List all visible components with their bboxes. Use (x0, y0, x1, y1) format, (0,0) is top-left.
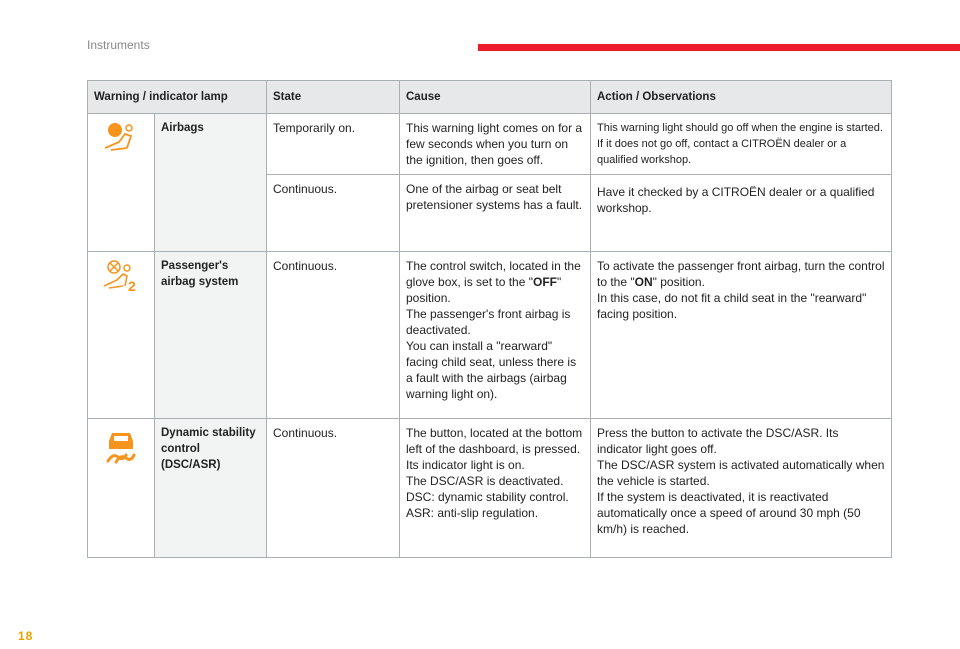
cause: This warning light comes on for a few seconds when you turn on the ignition, then goes off. (400, 114, 591, 175)
action: This warning light should go off when the engine is started. If it does not go off, contact a CITROËN dealer or a qualified workshop. (591, 114, 892, 175)
section-title: Instruments (87, 38, 150, 52)
action: To activate the passenger front airbag, turn the control to the "ON" position. In this case, do not fit a child seat in the "rearward" facing position. (591, 252, 892, 419)
action: Have it checked by a CITROËN dealer or a qualified workshop. (591, 175, 892, 252)
lamp-name: Dynamic stability control (DSC/ASR) (155, 419, 267, 558)
table-row (88, 114, 892, 175)
state: Continuous. (267, 175, 400, 252)
warning-lamp-table (87, 80, 892, 558)
dsc-asr-icon (88, 419, 155, 558)
page-number: 18 (18, 629, 34, 643)
svg-text:2: 2 (128, 278, 136, 292)
state: Continuous. (267, 419, 400, 558)
col-state: State (267, 81, 400, 114)
table-row (88, 252, 892, 419)
airbag-icon (88, 114, 155, 252)
header-bar (478, 44, 960, 51)
col-cause: Cause (400, 81, 591, 114)
state: Temporarily on. (267, 114, 400, 175)
col-action: Action / Observations (591, 81, 892, 114)
table-header (88, 81, 892, 114)
passenger-airbag-off-icon (88, 252, 155, 419)
state: Continuous. (267, 252, 400, 419)
action: Press the button to activate the DSC/ASR. Its indicator light goes off. The DSC/ASR system is activated automatically when the vehicle is started. If the system is deactivated, it is reactivated automatically once a speed of around 30 mph (50 km/h) is reached. (591, 419, 892, 558)
lamp-name: Airbags (155, 114, 267, 252)
cause: The button, located at the bottom left of the dashboard, is pressed. Its indicator light is on. The DSC/ASR is deactivated. DSC: dynamic stability control. ASR: anti-slip regulation. (400, 419, 591, 558)
lamp-name: Passenger's airbag system (155, 252, 267, 419)
table-row (88, 419, 892, 558)
cause: One of the airbag or seat belt pretensioner systems has a fault. (400, 175, 591, 252)
cause: The control switch, located in the glove box, is set to the "OFF" position. The passenger's front airbag is deactivated. You can install a "rearward" facing child seat, unless there is a fault with the airbags (airbag warning light on). (400, 252, 591, 419)
col-lamp: Warning / indicator lamp (88, 81, 267, 114)
